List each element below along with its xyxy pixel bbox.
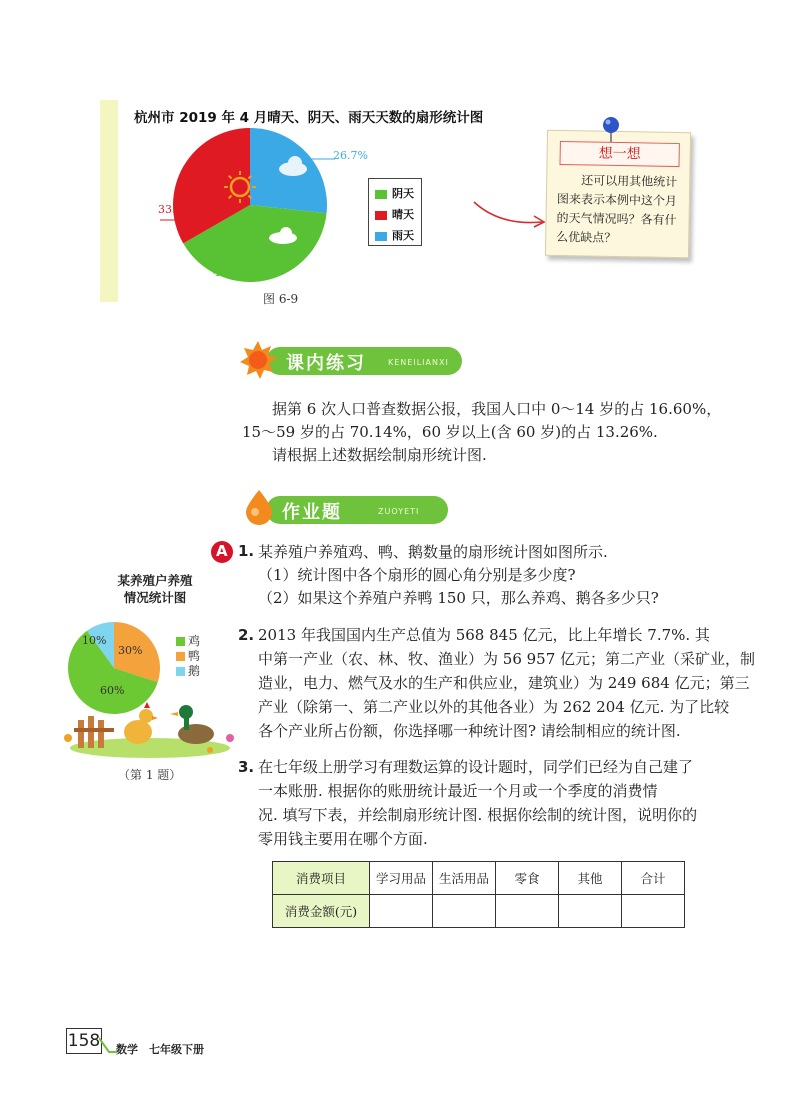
table-header-cell: 生活用品: [433, 862, 496, 895]
weather-legend: [368, 178, 422, 246]
level-badge-text: A: [216, 542, 228, 560]
q3-line-4: 零用钱主要用在哪个方面.: [258, 830, 428, 848]
q3-line-3: 况. 填写下表，并绘制扇形统计图. 根据你绘制的统计图，说明你的: [258, 806, 698, 824]
legend-label: 鸡: [188, 634, 201, 648]
table-header-cell: 零食: [496, 862, 559, 895]
table-row: [273, 895, 685, 928]
practice-paragraph-1: 据第 6 次人口普查数据公报，我国人口中 0～14 岁的占 16.60%，: [272, 400, 722, 418]
q2-line-3: 造业，电力、燃气及水的生产和供应业，建筑业）为 249 684 亿元；第三: [258, 674, 750, 692]
pie-label-cloudy: 40%: [213, 266, 238, 279]
q1-sub2: （2）如果这个养殖户养鸭 150 只，那么养鸡、鹅各多少只?: [258, 589, 659, 607]
figure-title: 杭州市 2019 年 4 月晴天、阴天、雨天天数的扇形统计图: [134, 110, 484, 126]
legend-swatch: [375, 190, 387, 199]
legend-item-rain: [375, 227, 414, 243]
rain-cloud-puff: [288, 156, 302, 170]
table-cell: [370, 895, 433, 928]
book-title: 数学 七年级下册: [116, 1043, 204, 1056]
section-banner-homework: [266, 496, 448, 524]
practice-paragraph-2: 15～59 岁的占 70.14%，60 岁以上(含 60 岁)的占 13.26%.: [242, 423, 658, 441]
side-figure-caption: （第 1 题）: [118, 768, 182, 782]
expense-table: [272, 861, 685, 928]
q3-line-1: 在七年级上册学习有理数运算的设计题时，同学们已经为自己建了: [258, 758, 694, 776]
table-header-cell: 消费项目: [273, 862, 370, 895]
legend-label: 晴天: [392, 208, 414, 221]
section-subtitle: ZUOYETI: [378, 507, 420, 516]
legend-swatch: [176, 667, 185, 676]
q3-number: 3.: [238, 758, 255, 776]
q1-text: 某养殖户养殖鸡、鸭、鹅数量的扇形统计图如图所示.: [258, 543, 608, 561]
q2-line-2: 中第一产业（农、林、牧、渔业）为 56 957 亿元；第二产业（采矿业，制: [258, 650, 756, 668]
side-title-line1: 某养殖户养殖: [117, 573, 193, 588]
q1-sub1: （1）统计图中各个扇形的圆心角分别是多少度?: [258, 566, 576, 584]
sun-badge-icon: [238, 340, 278, 380]
legend-swatch: [375, 232, 387, 241]
farm-illustration: [60, 690, 240, 760]
table-cell: [433, 895, 496, 928]
side-figure-title: [100, 572, 210, 606]
pie-label-chicken: 60%: [100, 684, 125, 697]
q2-line-1: 2013 年我国国内生产总值为 568 845 亿元，比上年增长 7.7%. 其: [258, 626, 710, 644]
q2-number: 2.: [238, 626, 255, 644]
note-title: 想一想: [559, 141, 679, 167]
practice-paragraph-3: 请根据上述数据绘制扇形统计图.: [272, 446, 487, 464]
page-corner-icon: [99, 1036, 117, 1054]
table-header-row: [273, 862, 685, 895]
section-title: 课内练习: [286, 353, 366, 374]
legend-swatch: [176, 637, 185, 646]
note-body: 还可以用其他统计图来表示本例中这个月的天气情况吗？各有什么优缺点？: [556, 173, 678, 245]
legend-item-cloudy: [375, 185, 414, 201]
q3-line-2: 一本账册. 根据你的账册统计最近一个月或一个季度的消费情: [258, 782, 658, 800]
think-note: [545, 130, 691, 258]
table-cell: [622, 895, 685, 928]
q2-line-4: 产业（除第一、第二产业以外的其他各业）为 262 204 亿元. 为了比较: [258, 698, 730, 716]
pie-label-sunny: 33.3%: [158, 203, 193, 216]
pie-label-goose: 10%: [82, 634, 107, 647]
side-title-line2: 情况统计图: [123, 590, 187, 605]
legend-item-duck: [176, 649, 200, 664]
legend-item-chicken: [176, 634, 200, 649]
q1-number: 1.: [238, 542, 255, 560]
section-title: 作业题: [282, 502, 342, 523]
cloud-puff: [280, 227, 292, 239]
q2-line-5: 各个产业所占份额，你选择哪一种统计图? 请绘制相应的统计图.: [258, 722, 681, 740]
pushpin-icon: [600, 116, 622, 144]
legend-swatch: [176, 652, 185, 661]
figure-caption: 图 6-9: [263, 292, 299, 306]
arrow-icon: [470, 196, 550, 236]
section-subtitle: KENEILIANXI: [388, 358, 449, 367]
table-header-cell: 学习用品: [370, 862, 433, 895]
poultry-legend: [176, 634, 200, 679]
legend-item-sunny: [375, 206, 414, 222]
section-banner-practice: [266, 347, 462, 375]
table-header-cell: 合计: [622, 862, 685, 895]
table-row-label: 消费金额(元): [273, 895, 370, 928]
legend-swatch: [375, 211, 387, 220]
legend-item-goose: [176, 664, 200, 679]
table-header-cell: 其他: [559, 862, 622, 895]
drop-badge-icon: [242, 488, 276, 526]
legend-label: 阴天: [392, 187, 414, 200]
page-number: 158: [66, 1028, 102, 1054]
legend-label: 鸭: [188, 649, 201, 663]
table-cell: [559, 895, 622, 928]
pie-label-rain: 26.7%: [333, 149, 368, 162]
figure-side-panel: [100, 100, 118, 302]
table-cell: [496, 895, 559, 928]
pie-label-duck: 30%: [118, 644, 143, 657]
legend-label: 鹅: [188, 664, 201, 678]
legend-label: 雨天: [392, 229, 414, 242]
